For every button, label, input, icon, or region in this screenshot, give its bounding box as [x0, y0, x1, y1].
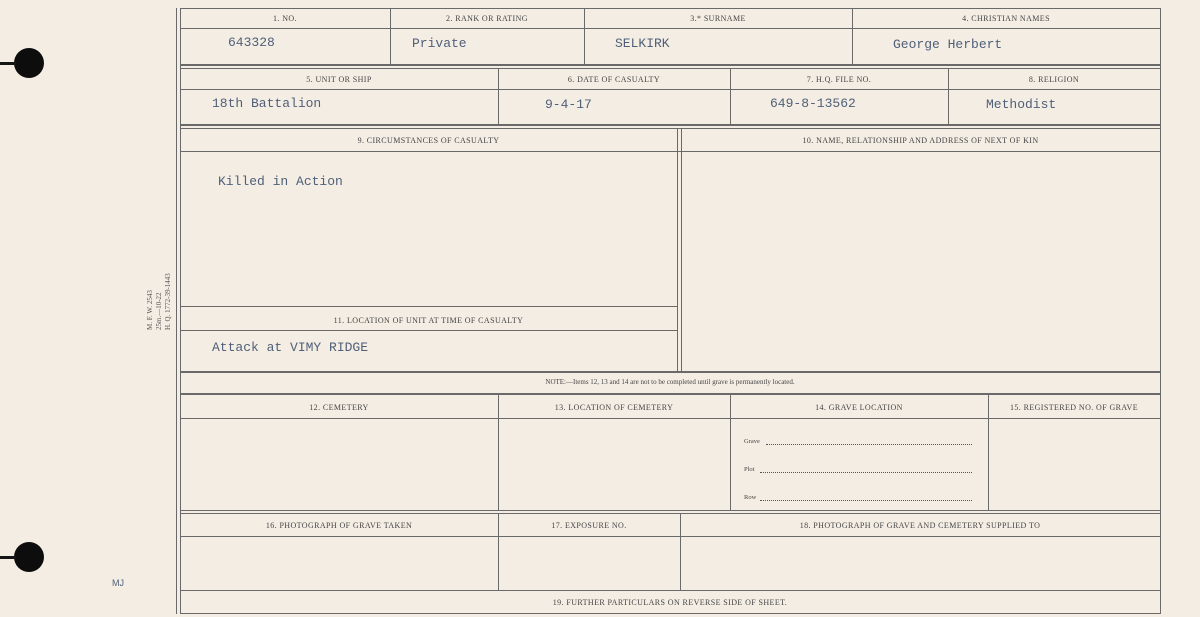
value-no: 643328	[228, 35, 275, 50]
label-rank: 2. RANK OR RATING	[446, 14, 528, 23]
row3-top	[180, 128, 1160, 129]
label-unit: 5. UNIT OR SHIP	[306, 75, 372, 84]
label-christian-names: 4. CHRISTIAN NAMES	[962, 14, 1050, 23]
value-religion: Methodist	[986, 97, 1057, 112]
row1-top	[180, 8, 1160, 9]
note-text: NOTE:—Items 12, 13 and 14 are not to be completed until grave is permanently located.	[545, 378, 795, 386]
punch-hole-top	[14, 48, 44, 78]
value-date: 9-4-17	[545, 97, 592, 112]
side-print-3: H. Q. 1772-39-1443	[164, 273, 172, 330]
row5-label-line	[180, 536, 1160, 537]
frame-right	[1160, 8, 1161, 614]
row4-div1	[498, 395, 499, 510]
side-print-2: 25m.—10-22	[155, 292, 163, 330]
row-field-label: Row	[744, 494, 757, 501]
row2-label-line	[180, 89, 1160, 90]
grave-field-label: Grave	[744, 438, 760, 445]
plot-field-line	[760, 472, 972, 473]
label-registered-no: 15. REGISTERED NO. OF GRAVE	[1010, 403, 1138, 412]
row-field-line	[760, 500, 972, 501]
value-surname: SELKIRK	[615, 36, 670, 51]
frame-left-outer	[176, 8, 177, 614]
label-photo-supplied: 18. PHOTOGRAPH OF GRAVE AND CEMETERY SUPPLIED TO	[799, 521, 1041, 530]
row4-div3	[988, 395, 989, 510]
label-photo-taken: 16. PHOTOGRAPH OF GRAVE TAKEN	[265, 521, 413, 530]
frame-bottom	[180, 613, 1160, 614]
row3-label-line	[180, 151, 1160, 152]
row4-bottom	[180, 510, 1160, 511]
label-location: 11. LOCATION OF UNIT AT TIME OF CASUALTY	[333, 316, 524, 325]
row4-top	[180, 393, 1160, 395]
side-print-1: M. F. W. 2543	[146, 290, 154, 330]
punch-hole-bottom	[14, 542, 44, 572]
label-exposure-no: 17. EXPOSURE NO.	[551, 521, 627, 530]
label-no: 1. NO.	[273, 14, 297, 23]
value-circumstances: Killed in Action	[218, 174, 343, 189]
grave-field-line	[766, 444, 972, 445]
label-file-no: 7. H.Q. FILE NO.	[806, 75, 872, 84]
row1-bottom	[180, 64, 1160, 66]
row3-div	[677, 128, 678, 371]
row2-bottom	[180, 124, 1160, 126]
plot-field-label: Plot	[744, 466, 755, 473]
label-surname: 3.* SURNAME	[690, 14, 746, 23]
row4-div2	[730, 395, 731, 510]
row5-bottom	[180, 590, 1160, 591]
corner-mark: MJ	[112, 578, 124, 588]
row1-label-line	[180, 28, 1160, 29]
label-cemetery: 12. CEMETERY	[309, 403, 369, 412]
label-cemetery-location: 13. LOCATION OF CEMETERY	[554, 403, 674, 412]
value-rank: Private	[412, 36, 467, 51]
row2-top	[180, 68, 1160, 69]
label-next-of-kin: 10. NAME, RELATIONSHIP AND ADDRESS OF NEXT OF KIN	[802, 136, 1039, 145]
label-circumstances: 9. CIRCUMSTANCES OF CASUALTY	[357, 136, 500, 145]
label-grave-location: 14. GRAVE LOCATION	[815, 403, 903, 412]
value-location: Attack at VIMY RIDGE	[212, 340, 369, 355]
value-file-no: 649-8-13562	[770, 96, 856, 111]
row3-div-b	[681, 128, 682, 371]
footer-text: 19. FURTHER PARTICULARS ON REVERSE SIDE OF SHEET.	[552, 598, 788, 607]
value-christian-names: George Herbert	[893, 37, 1003, 52]
row5-top	[180, 513, 1160, 514]
label-date: 6. DATE OF CASUALTY	[567, 75, 661, 84]
value-unit: 18th Battalion	[212, 96, 322, 111]
location-label-line	[180, 330, 677, 331]
location-top	[180, 306, 677, 307]
label-religion: 8. RELIGION	[1028, 75, 1080, 84]
row4-label-line	[180, 418, 1160, 419]
row3-bottom	[180, 371, 1160, 373]
